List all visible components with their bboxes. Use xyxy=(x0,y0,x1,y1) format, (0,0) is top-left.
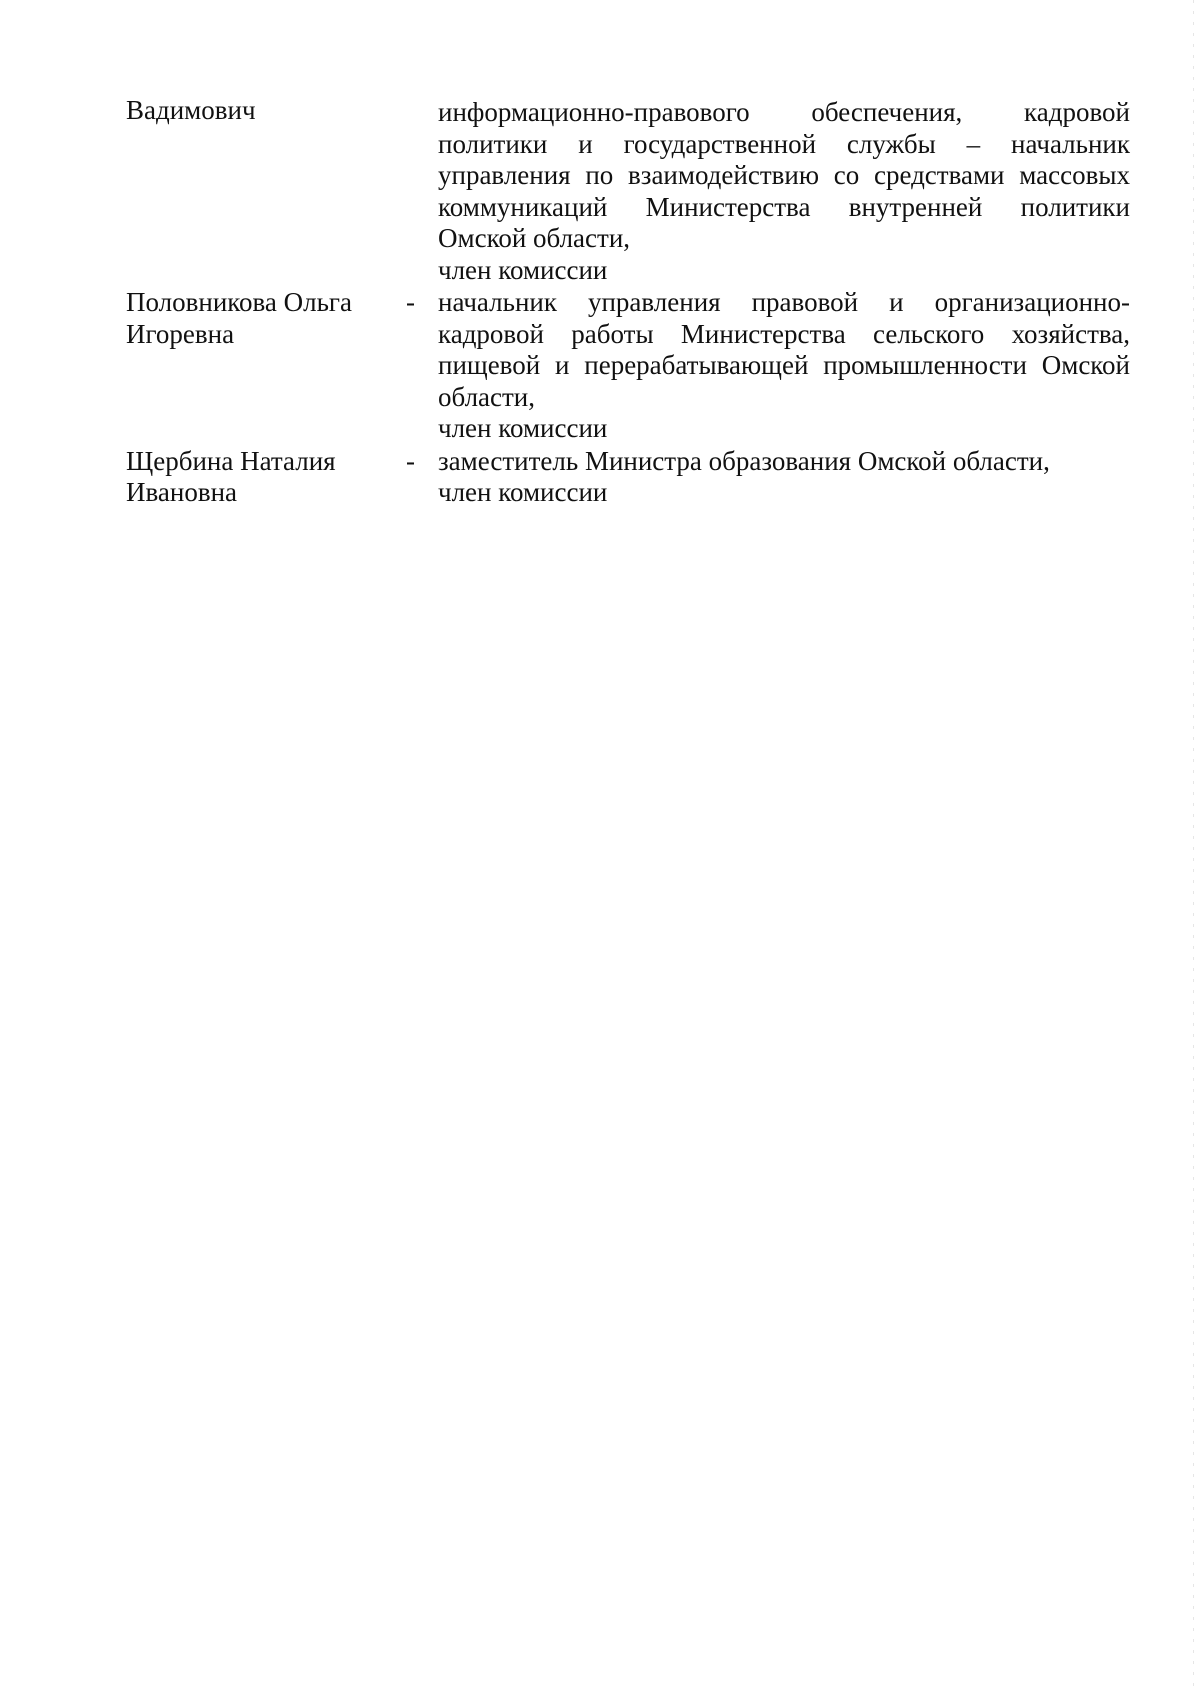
member-role: член комиссии xyxy=(438,477,608,507)
member-name: Щербина Наталия Ивановна xyxy=(126,445,336,507)
member-name: Половникова Ольга Игоревна xyxy=(126,287,352,349)
member-description xyxy=(438,287,1130,445)
member-entry xyxy=(126,446,1130,509)
member-description xyxy=(438,97,1130,286)
member-role: член комиссии xyxy=(438,254,608,285)
member-dash xyxy=(404,95,438,286)
commission-member-list xyxy=(126,95,1130,509)
member-description xyxy=(438,446,1130,509)
member-entry xyxy=(126,95,1130,286)
member-position: заместитель Министра образования Омской области, xyxy=(438,445,1050,476)
member-dash: - xyxy=(406,445,415,476)
member-dash: - xyxy=(406,287,415,317)
member-entry xyxy=(126,287,1130,445)
member-name: Вадимович xyxy=(126,95,256,125)
member-position: начальник управления правовой и организационно-кадровой работы Министерства сельского хозяйства, пищевой и перерабатывающей промышленности Омской области, xyxy=(438,287,1130,412)
scan-edge xyxy=(1193,0,1194,1686)
member-position: информационно-правового обеспечения, кадровой политики и государственной службы – начальник управления по взаимодействию со средствами массовых коммуникаций Министерства внутренней политики Омской области, xyxy=(438,97,1130,253)
member-role: член комиссии xyxy=(438,413,608,443)
